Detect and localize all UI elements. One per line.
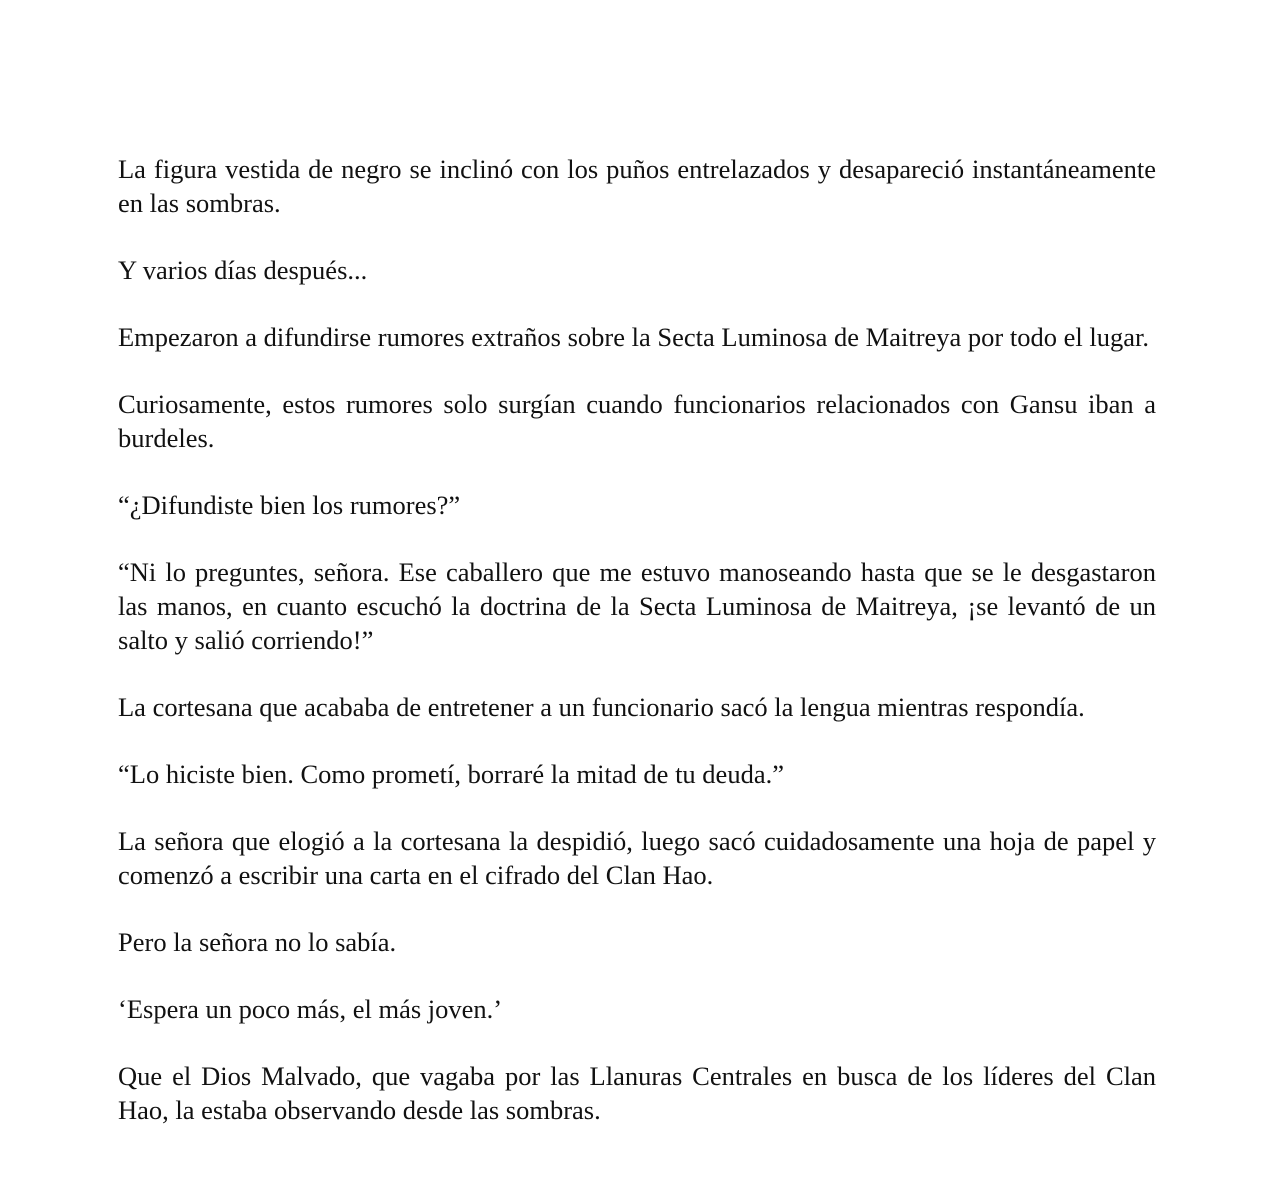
paragraph-7: La cortesana que acababa de entretener a un funcionario sacó la lengua mientras respondía. bbox=[118, 692, 1085, 722]
paragraph-11: ‘Espera un poco más, el más joven.’ bbox=[118, 994, 503, 1024]
paragraph-3: Empezaron a difundirse rumores extraños sobre la Secta Luminosa de Maitreya por todo el lugar. bbox=[118, 322, 1149, 352]
paragraph-9: La señora que elogió a la cortesana la despidió, luego sacó cuidadosamente una hoja de papel y comenzó a escribir una carta en el cifrado del Clan Hao. bbox=[118, 826, 1156, 890]
paragraph-1: La figura vestida de negro se inclinó con los puños entrelazados y desapareció instantáneamente en las sombras. bbox=[118, 154, 1156, 218]
paragraph-8: “Lo hiciste bien. Como prometí, borraré la mitad de tu deuda.” bbox=[118, 759, 784, 789]
document-page bbox=[118, 152, 1156, 1127]
paragraph-6: “Ni lo preguntes, señora. Ese caballero que me estuvo manoseando hasta que se le desgastaron las manos, en cuanto escuchó la doctrina de la Secta Luminosa de Maitreya, ¡se levantó de un salto y salió corriendo!” bbox=[118, 557, 1156, 655]
paragraph-12: Que el Dios Malvado, que vagaba por las Llanuras Centrales en busca de los líderes del Clan Hao, la estaba observando desde las sombras. bbox=[118, 1061, 1156, 1125]
paragraph-5: “¿Difundiste bien los rumores?” bbox=[118, 490, 461, 520]
paragraph-10: Pero la señora no lo sabía. bbox=[118, 927, 397, 957]
paragraph-2: Y varios días después... bbox=[118, 255, 368, 285]
paragraph-4: Curiosamente, estos rumores solo surgían cuando funcionarios relacionados con Gansu iban a burdeles. bbox=[118, 389, 1156, 453]
